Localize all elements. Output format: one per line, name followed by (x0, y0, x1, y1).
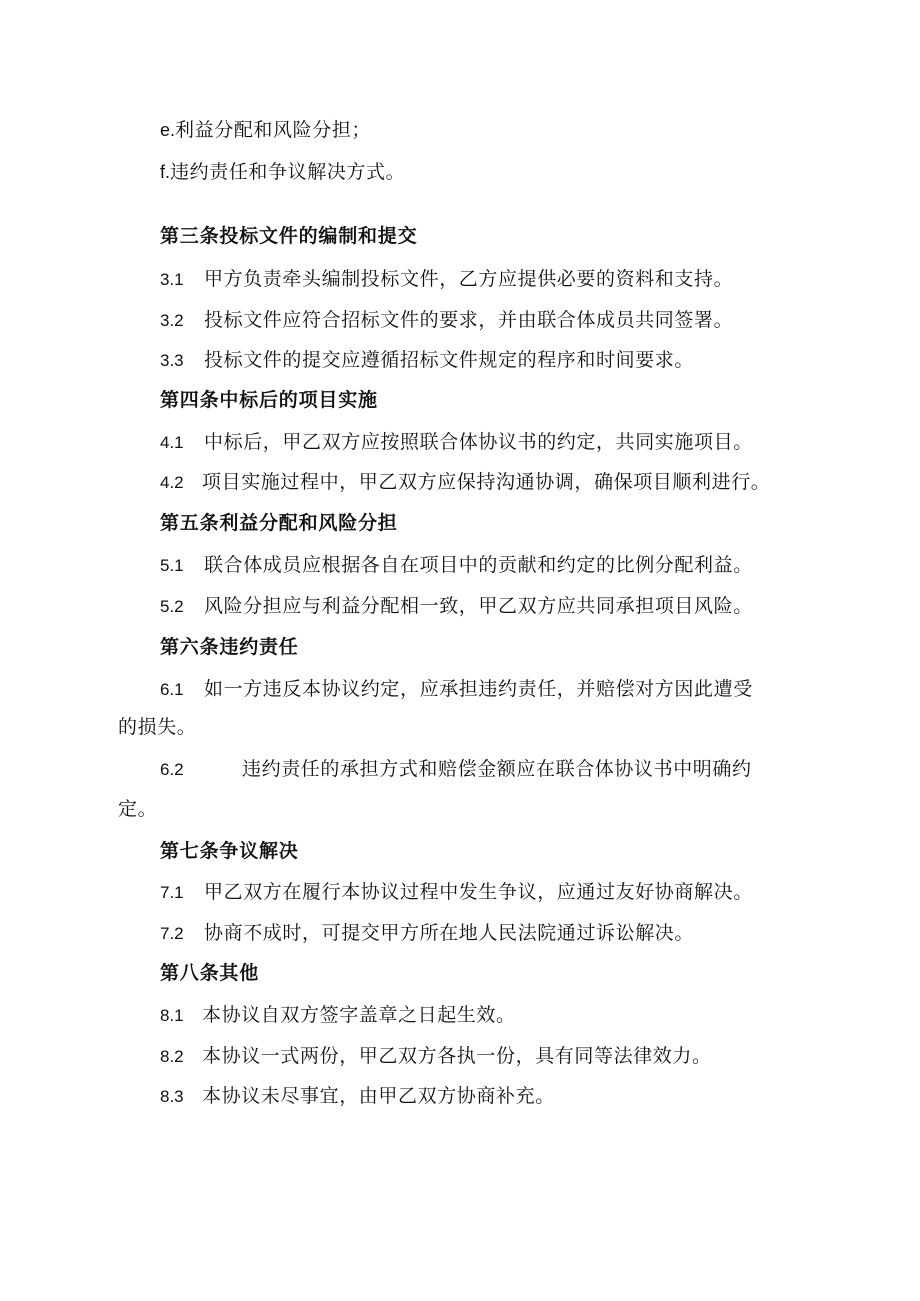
clause-8-2 (160, 1042, 712, 1071)
clause-number: 8.3 (160, 1087, 184, 1106)
section-heading-7: 第七条争议解决 (160, 840, 299, 862)
clause-number: 6.2 (160, 760, 184, 779)
clause-text: 风险分担应与利益分配相一致，甲乙双方应共同承担项目风险。 (204, 595, 753, 617)
clause-number: 7.1 (160, 883, 184, 902)
list-item-text: 利益分配和风险分担； (175, 119, 372, 141)
clause-7-1 (160, 878, 753, 907)
clause-text: 中标后，甲乙双方应按照联合体协议书的约定，共同实施项目。 (204, 431, 753, 453)
clause-4-1 (160, 428, 753, 457)
clause-number: 3.1 (160, 270, 184, 289)
clause-8-3 (160, 1082, 555, 1111)
clause-number: 3.2 (160, 311, 184, 330)
clause-text: 本协议自双方签字盖章之日起生效。 (202, 1004, 516, 1026)
section-heading-6: 第六条违约责任 (160, 636, 299, 658)
clause-number: 8.2 (160, 1047, 184, 1066)
clause-3-2 (160, 306, 733, 335)
clause-6-2-continuation: 定。 (118, 798, 158, 820)
section-heading-4: 第四条中标后的项目实施 (160, 389, 378, 411)
clause-number: 5.2 (160, 597, 184, 616)
clause-text: 协商不成时，可提交甲方所在地人民法院通过诉讼解决。 (204, 922, 695, 944)
clause-text: 联合体成员应根据各自在项目中的贡献和约定的比例分配利益。 (204, 554, 753, 576)
clause-number: 6.1 (160, 680, 184, 699)
clause-text: 投标文件应符合招标文件的要求，并由联合体成员共同签署。 (204, 309, 734, 331)
clause-5-1 (160, 551, 753, 580)
clause-3-3 (160, 346, 694, 375)
clause-3-1 (160, 265, 733, 294)
clause-8-1 (160, 1001, 516, 1030)
list-item-text: 违约责任和争议解决方式。 (170, 161, 406, 183)
list-item-prefix: f. (160, 162, 171, 182)
clause-number: 3.3 (160, 351, 184, 370)
clause-text: 甲方负责牵头编制投标文件，乙方应提供必要的资料和支持。 (204, 268, 734, 290)
clause-number: 4.2 (160, 473, 184, 492)
clause-text: 投标文件的提交应遵循招标文件规定的程序和时间要求。 (204, 349, 695, 371)
clause-text: 项目实施过程中，甲乙双方应保持沟通协调，确保项目顺利进行。 (202, 471, 771, 493)
list-item-prefix: e. (160, 120, 176, 140)
clause-number: 4.1 (160, 433, 184, 452)
clause-text: 甲乙双方在履行本协议过程中发生争议，应通过友好协商解决。 (204, 881, 753, 903)
section-heading-8: 第八条其他 (160, 962, 260, 984)
clause-text: 违约责任的承担方式和赔偿金额应在联合体协议书中明确约 (242, 758, 752, 780)
list-item-e (160, 116, 371, 144)
clause-7-2 (160, 919, 694, 948)
clause-number: 7.2 (160, 924, 184, 943)
clause-text: 本协议一式两份，甲乙双方各执一份，具有同等法律效力。 (202, 1045, 712, 1067)
clause-text: 如一方违反本协议约定，应承担违约责任，并赔偿对方因此遭受 (204, 678, 753, 700)
list-item-f (160, 158, 405, 186)
clause-number: 5.1 (160, 556, 184, 575)
section-heading-3: 第三条投标文件的编制和提交 (160, 225, 418, 247)
clause-6-1-continuation: 的损失。 (118, 716, 197, 738)
clause-text: 本协议未尽事宜，由甲乙双方协商补充。 (202, 1085, 555, 1107)
clause-number: 8.1 (160, 1006, 184, 1025)
clause-5-2 (160, 592, 753, 621)
clause-6-1 (160, 675, 753, 704)
clause-6-2 (160, 755, 752, 784)
section-heading-5: 第五条利益分配和风险分担 (160, 512, 398, 534)
clause-4-2 (160, 468, 770, 497)
